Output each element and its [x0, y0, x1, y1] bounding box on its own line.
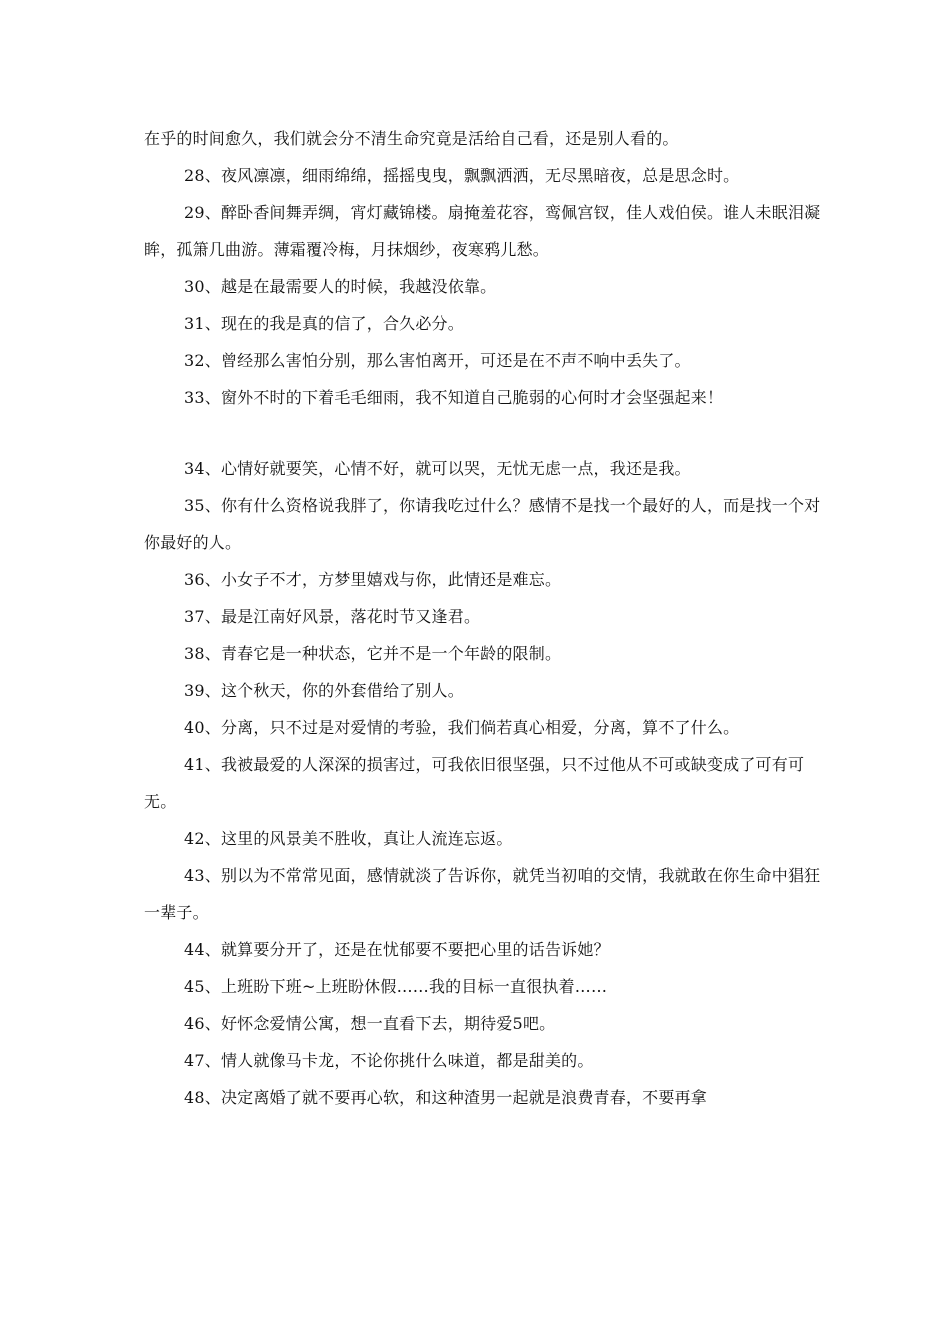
paragraph-35: 35、你有什么资格说我胖了，你请我吃过什么？感情不是找一个最好的人，而是找一个对你最好的人。	[144, 496, 821, 552]
paragraph-47: 47、情人就像马卡龙，不论你挑什么味道，都是甜美的。	[184, 1051, 594, 1070]
paragraph-30: 30、越是在最需要人的时候，我越没依靠。	[184, 277, 497, 296]
paragraph-32: 32、曾经那么害怕分别，那么害怕离开，可还是在不声不响中丢失了。	[184, 351, 691, 370]
paragraph-28: 28、夜风凛凛，细雨绵绵，摇摇曳曳，飘飘洒洒，无尽黑暗夜，总是思念时。	[184, 166, 740, 185]
paragraph-31: 31、现在的我是真的信了，合久必分。	[184, 314, 464, 333]
paragraph-33: 33、窗外不时的下着毛毛细雨，我不知道自己脆弱的心何时才会坚强起来！	[184, 388, 724, 407]
paragraph-42: 42、这里的风景美不胜收，真让人流连忘返。	[184, 829, 513, 848]
paragraph-39: 39、这个秋天，你的外套借给了别人。	[184, 681, 464, 700]
paragraph-45: 45、上班盼下班~上班盼休假……我的目标一直很执着……	[184, 977, 608, 996]
paragraph-continuation: 在乎的时间愈久，我们就会分不清生命究竟是活给自己看，还是别人看的。	[144, 129, 679, 148]
paragraph-44: 44、就算要分开了，还是在忧郁要不要把心里的话告诉她？	[184, 940, 610, 959]
paragraph-41: 41、我被最爱的人深深的损害过，可我依旧很坚强，只不过他从不可或缺变成了可有可无。	[144, 755, 805, 811]
paragraph-48: 48、决定离婚了就不要再心软，和这种渣男一起就是浪费青春，不要再拿	[184, 1088, 707, 1107]
paragraph-43: 43、别以为不常常见面，感情就淡了告诉你，就凭当初咱的交情，我就敢在你生命中猖狂一辈子。	[144, 866, 821, 922]
paragraph-34: 34、心情好就要笑，心情不好，就可以哭，无忧无虑一点，我还是我。	[184, 459, 691, 478]
paragraph-40: 40、分离，只不过是对爱情的考验，我们倘若真心相爱，分离，算不了什么。	[184, 718, 740, 737]
paragraph-46: 46、好怀念爱情公寓，想一直看下去，期待爱5吧。	[184, 1014, 556, 1033]
paragraph-36: 36、小女子不才，方梦里嬉戏与你，此情还是难忘。	[184, 570, 562, 589]
document-body	[144, 120, 824, 1116]
paragraph-38: 38、青春它是一种状态，它并不是一个年龄的限制。	[184, 644, 562, 663]
paragraph-37: 37、最是江南好风景，落花时节又逢君。	[184, 607, 481, 626]
paragraph-29: 29、醉卧香间舞弄绸，宵灯藏锦楼。扇掩羞花容，鸾佩宫钗，佳人戏伯侯。谁人未眠泪凝眸，孤箫几曲游。薄霜覆冷梅，月抹烟纱，夜寒鸦儿愁。	[144, 203, 821, 259]
